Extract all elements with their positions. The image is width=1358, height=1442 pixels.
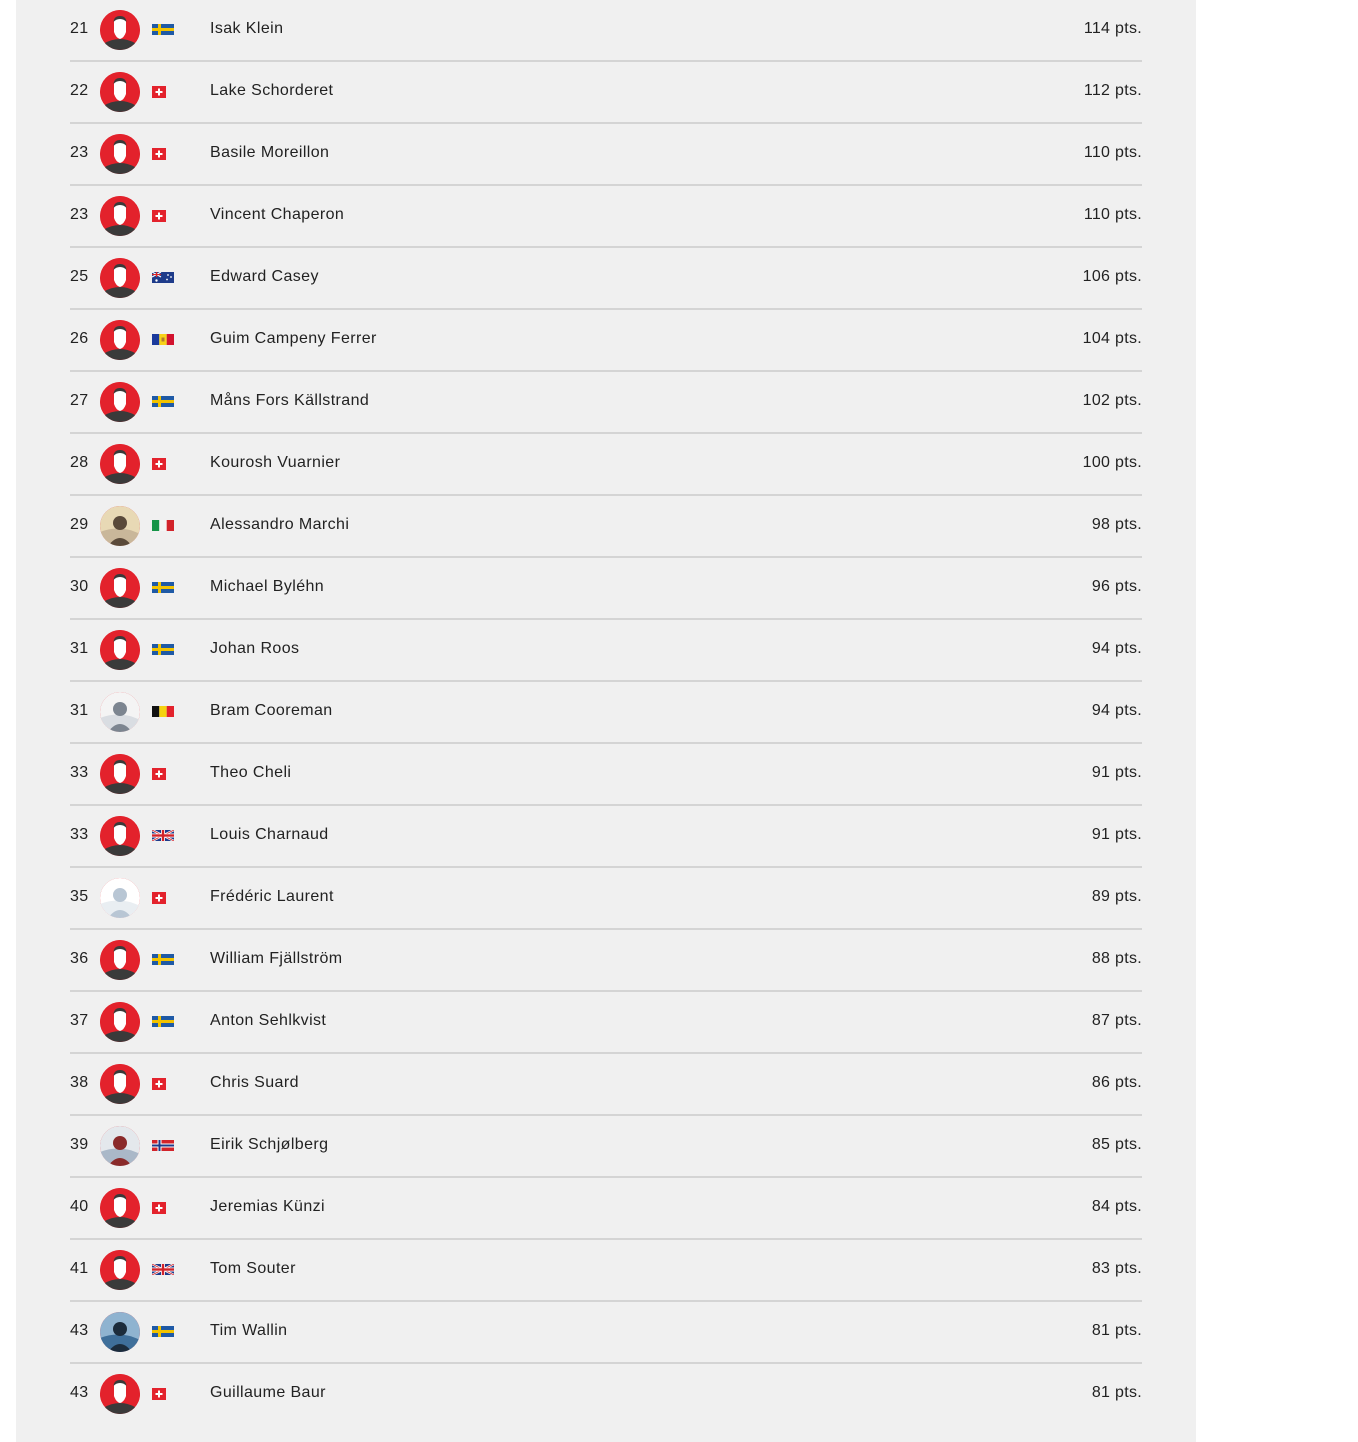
rank-number: 31 [70,702,89,719]
points-value: 110 pts. [1083,206,1142,223]
rank-number: 35 [70,888,89,905]
athlete-name-link[interactable]: Isak Klein [210,20,284,37]
points-value: 114 pts. [1083,20,1142,37]
ranking-row[interactable] [70,62,1142,124]
sweden-flag-icon [152,24,174,35]
default-avatar-icon[interactable] [100,1250,140,1290]
ranking-row[interactable] [70,434,1142,496]
ranking-list [70,0,1142,1424]
athlete-name-link[interactable]: Theo Cheli [210,764,292,781]
athlete-name-link[interactable]: Louis Charnaud [210,826,329,843]
sweden-flag-icon [152,582,174,593]
points-value: 102 pts. [1082,392,1142,409]
points-value: 96 pts. [1091,578,1142,595]
ranking-row[interactable] [70,124,1142,186]
andorra-flag-icon [152,334,174,345]
default-avatar-icon[interactable] [100,1374,140,1414]
athlete-photo-avatar[interactable] [100,692,140,732]
ranking-row[interactable] [70,930,1142,992]
default-avatar-icon[interactable] [100,816,140,856]
rank-number: 23 [70,206,89,223]
points-value: 81 pts. [1091,1384,1142,1401]
points-value: 94 pts. [1091,640,1142,657]
rank-number: 29 [70,516,89,533]
united-kingdom-flag-icon [152,1264,174,1275]
ranking-row[interactable] [70,0,1142,62]
athlete-name-link[interactable]: Bram Cooreman [210,702,333,719]
rank-number: 31 [70,640,89,657]
athlete-name-link[interactable]: Alessandro Marchi [210,516,350,533]
athlete-name-link[interactable]: Anton Sehlkvist [210,1012,327,1029]
athlete-name-link[interactable]: Kourosh Vuarnier [210,454,341,471]
italy-flag-icon [152,520,174,531]
points-value: 112 pts. [1083,82,1142,99]
rank-number: 39 [70,1136,89,1153]
ranking-panel [16,0,1196,1442]
rank-number: 37 [70,1012,89,1029]
rank-number: 30 [70,578,89,595]
australia-flag-icon [152,272,174,283]
default-avatar-icon[interactable] [100,134,140,174]
points-value: 94 pts. [1091,702,1142,719]
ranking-row[interactable] [70,310,1142,372]
switzerland-flag-icon [152,1202,166,1214]
ranking-row[interactable] [70,372,1142,434]
default-avatar-icon[interactable] [100,72,140,112]
rank-number: 38 [70,1074,89,1091]
ranking-row[interactable] [70,496,1142,558]
points-value: 89 pts. [1091,888,1142,905]
rank-number: 25 [70,268,89,285]
sweden-flag-icon [152,1016,174,1027]
rank-number: 43 [70,1322,89,1339]
belgium-flag-icon [152,706,174,717]
points-value: 104 pts. [1082,330,1142,347]
athlete-name-link[interactable]: Lake Schorderet [210,82,334,99]
switzerland-flag-icon [152,148,166,160]
switzerland-flag-icon [152,768,166,780]
default-avatar-icon[interactable] [100,1064,140,1104]
rank-number: 22 [70,82,89,99]
ranking-row[interactable] [70,1364,1142,1424]
default-avatar-icon[interactable] [100,444,140,484]
norway-flag-icon [152,1140,174,1151]
rank-number: 33 [70,764,89,781]
points-value: 86 pts. [1091,1074,1142,1091]
athlete-photo-avatar[interactable] [100,1312,140,1352]
rank-number: 41 [70,1260,89,1277]
rank-number: 33 [70,826,89,843]
rank-number: 23 [70,144,89,161]
athlete-name-link[interactable]: Michael Byléhn [210,578,325,595]
points-value: 83 pts. [1091,1260,1142,1277]
default-avatar-icon[interactable] [100,10,140,50]
ranking-row[interactable] [70,682,1142,744]
switzerland-flag-icon [152,892,166,904]
sweden-flag-icon [152,1326,174,1337]
ranking-row[interactable] [70,868,1142,930]
ranking-row[interactable] [70,806,1142,868]
default-avatar-icon[interactable] [100,1188,140,1228]
default-avatar-icon[interactable] [100,320,140,360]
default-avatar-icon[interactable] [100,940,140,980]
default-avatar-icon[interactable] [100,196,140,236]
united-kingdom-flag-icon [152,830,174,841]
rank-number: 43 [70,1384,89,1401]
rank-number: 28 [70,454,89,471]
default-avatar-icon[interactable] [100,382,140,422]
points-value: 91 pts. [1091,764,1142,781]
athlete-name-link[interactable]: Frédéric Laurent [210,888,334,905]
rank-number: 21 [70,20,89,37]
rank-number: 27 [70,392,89,409]
points-value: 91 pts. [1091,826,1142,843]
athlete-name-link[interactable]: Jeremias Künzi [210,1198,325,1215]
points-value: 110 pts. [1083,144,1142,161]
points-value: 88 pts. [1091,950,1142,967]
athlete-name-link[interactable]: Chris Suard [210,1074,299,1091]
points-value: 81 pts. [1091,1322,1142,1339]
ranking-row[interactable] [70,744,1142,806]
rank-number: 40 [70,1198,89,1215]
points-value: 85 pts. [1091,1136,1142,1153]
athlete-name-link[interactable]: Basile Moreillon [210,144,330,161]
default-avatar-icon[interactable] [100,568,140,608]
athlete-photo-avatar[interactable] [100,506,140,546]
athlete-photo-avatar[interactable] [100,878,140,918]
ranking-row[interactable] [70,1240,1142,1302]
switzerland-flag-icon [152,1388,166,1400]
athlete-name-link[interactable]: Tom Souter [210,1260,296,1277]
athlete-name-link[interactable]: Tim Wallin [210,1322,288,1339]
ranking-row[interactable] [70,1302,1142,1364]
athlete-name-link[interactable]: Edward Casey [210,268,319,285]
points-value: 100 pts. [1082,454,1142,471]
athlete-name-link[interactable]: William Fjällström [210,950,343,967]
athlete-name-link[interactable]: Eirik Schjølberg [210,1136,329,1153]
rank-number: 36 [70,950,89,967]
sweden-flag-icon [152,396,174,407]
default-avatar-icon[interactable] [100,1002,140,1042]
athlete-name-link[interactable]: Guillaume Baur [210,1384,326,1401]
ranking-row[interactable] [70,186,1142,248]
points-value: 106 pts. [1082,268,1142,285]
ranking-row[interactable] [70,1116,1142,1178]
athlete-name-link[interactable]: Vincent Chaperon [210,206,345,223]
default-avatar-icon[interactable] [100,630,140,670]
switzerland-flag-icon [152,86,166,98]
sweden-flag-icon [152,954,174,965]
rank-number: 26 [70,330,89,347]
switzerland-flag-icon [152,210,166,222]
default-avatar-icon[interactable] [100,754,140,794]
switzerland-flag-icon [152,1078,166,1090]
points-value: 84 pts. [1091,1198,1142,1215]
ranking-row[interactable] [70,620,1142,682]
ranking-row[interactable] [70,248,1142,310]
athlete-name-link[interactable]: Måns Fors Källstrand [210,392,370,409]
athlete-photo-avatar[interactable] [100,1126,140,1166]
sweden-flag-icon [152,644,174,655]
ranking-row[interactable] [70,1178,1142,1240]
points-value: 87 pts. [1091,1012,1142,1029]
points-value: 98 pts. [1091,516,1142,533]
ranking-row[interactable] [70,558,1142,620]
ranking-row[interactable] [70,1054,1142,1116]
default-avatar-icon[interactable] [100,258,140,298]
ranking-row[interactable] [70,992,1142,1054]
athlete-name-link[interactable]: Johan Roos [210,640,300,657]
athlete-name-link[interactable]: Guim Campeny Ferrer [210,330,377,347]
switzerland-flag-icon [152,458,166,470]
